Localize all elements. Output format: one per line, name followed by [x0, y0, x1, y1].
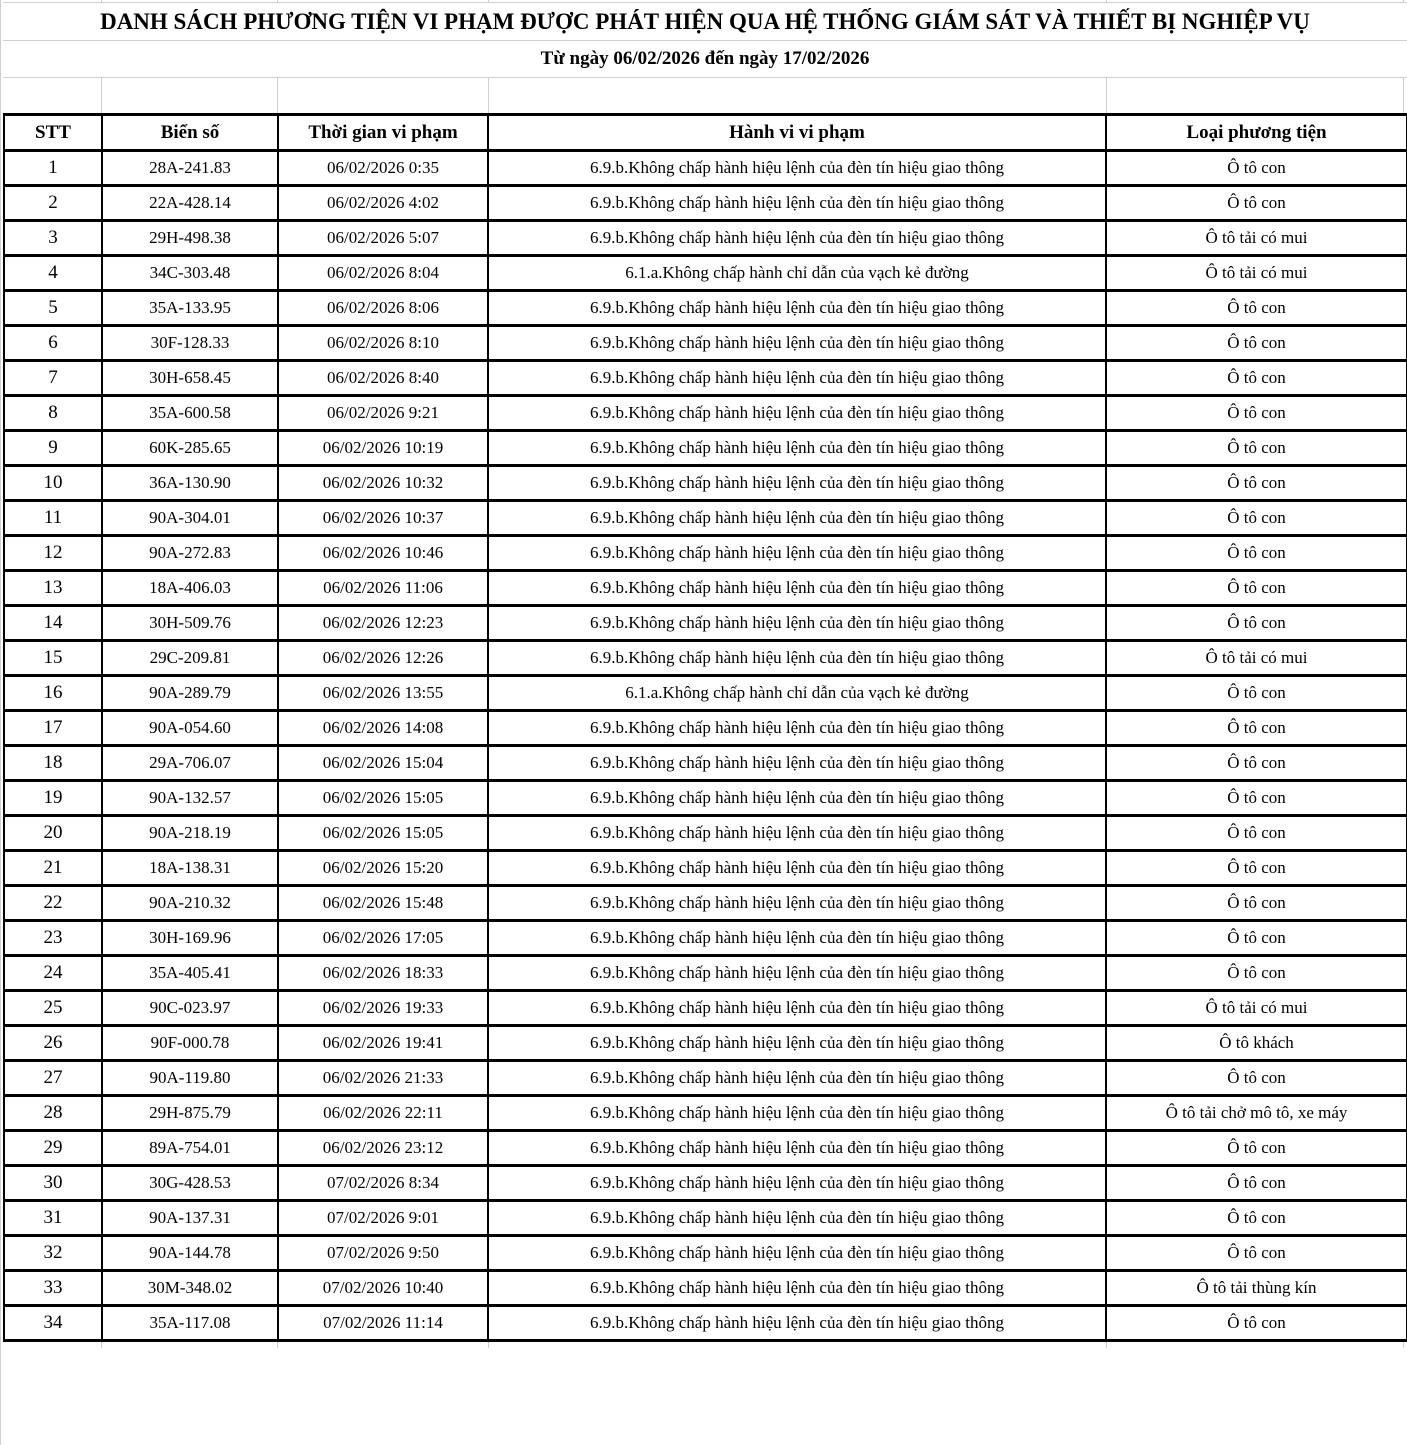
cell-vehicle: Ô tô tải chở mô tô, xe máy: [1106, 1096, 1407, 1131]
col-header-time: Thời gian vi phạm: [278, 115, 488, 151]
cell-plate: 29A-706.07: [102, 746, 278, 781]
cell-vehicle: Ô tô con: [1106, 466, 1407, 501]
cell-vehicle: Ô tô con: [1106, 431, 1407, 466]
cell-violation: 6.9.b.Không chấp hành hiệu lệnh của đèn tín hiệu giao thông: [488, 151, 1106, 186]
cell-violation: 6.9.b.Không chấp hành hiệu lệnh của đèn tín hiệu giao thông: [488, 816, 1106, 851]
cell-plate: 28A-241.83: [102, 151, 278, 186]
cell-violation: 6.9.b.Không chấp hành hiệu lệnh của đèn tín hiệu giao thông: [488, 361, 1106, 396]
cell-stt: 19: [4, 781, 102, 816]
cell-vehicle: Ô tô con: [1106, 501, 1407, 536]
table-row: [4, 256, 1407, 291]
cell-time: 07/02/2026 9:50: [278, 1236, 488, 1271]
cell-vehicle: Ô tô con: [1106, 676, 1407, 711]
cell-plate: 18A-406.03: [102, 571, 278, 606]
table-row: [4, 466, 1407, 501]
cell-vehicle: Ô tô con: [1106, 1306, 1407, 1341]
table-row: [4, 956, 1407, 991]
cell-violation: 6.9.b.Không chấp hành hiệu lệnh của đèn tín hiệu giao thông: [488, 326, 1106, 361]
cell-time: 07/02/2026 10:40: [278, 1271, 488, 1306]
cell-violation: 6.9.b.Không chấp hành hiệu lệnh của đèn tín hiệu giao thông: [488, 921, 1106, 956]
cell-time: 06/02/2026 18:33: [278, 956, 488, 991]
cell-violation: 6.9.b.Không chấp hành hiệu lệnh của đèn tín hiệu giao thông: [488, 571, 1106, 606]
cell-violation: 6.9.b.Không chấp hành hiệu lệnh của đèn tín hiệu giao thông: [488, 396, 1106, 431]
cell-time: 06/02/2026 8:04: [278, 256, 488, 291]
cell-plate: 90A-132.57: [102, 781, 278, 816]
cell-violation: 6.9.b.Không chấp hành hiệu lệnh của đèn tín hiệu giao thông: [488, 991, 1106, 1026]
cell-time: 06/02/2026 23:12: [278, 1131, 488, 1166]
cell-violation: 6.1.a.Không chấp hành chỉ dẫn của vạch kẻ đường: [488, 676, 1106, 711]
cell-plate: 30H-169.96: [102, 921, 278, 956]
cell-time: 06/02/2026 0:35: [278, 151, 488, 186]
cell-stt: 9: [4, 431, 102, 466]
cell-vehicle: Ô tô tải thùng kín: [1106, 1271, 1407, 1306]
table-row: [4, 571, 1407, 606]
cell-violation: 6.9.b.Không chấp hành hiệu lệnh của đèn tín hiệu giao thông: [488, 1096, 1106, 1131]
cell-plate: 90A-137.31: [102, 1201, 278, 1236]
cell-time: 06/02/2026 19:41: [278, 1026, 488, 1061]
cell-time: 06/02/2026 15:04: [278, 746, 488, 781]
cell-stt: 3: [4, 221, 102, 256]
header-row: [4, 115, 1407, 151]
cell-time: 06/02/2026 8:10: [278, 326, 488, 361]
table-row: [4, 1271, 1407, 1306]
cell-stt: 32: [4, 1236, 102, 1271]
cell-stt: 18: [4, 746, 102, 781]
cell-time: 06/02/2026 10:32: [278, 466, 488, 501]
table-row: [4, 711, 1407, 746]
cell-stt: 16: [4, 676, 102, 711]
table-row: [4, 641, 1407, 676]
cell-stt: 21: [4, 851, 102, 886]
violations-table: [3, 113, 1407, 1342]
cell-vehicle: Ô tô con: [1106, 1061, 1407, 1096]
table-row: [4, 1026, 1407, 1061]
cell-time: 06/02/2026 12:26: [278, 641, 488, 676]
cell-vehicle: Ô tô tải có mui: [1106, 256, 1407, 291]
cell-plate: 29C-209.81: [102, 641, 278, 676]
cell-stt: 6: [4, 326, 102, 361]
table-row: [4, 921, 1407, 956]
cell-stt: 30: [4, 1166, 102, 1201]
cell-stt: 22: [4, 886, 102, 921]
cell-vehicle: Ô tô tải có mui: [1106, 641, 1407, 676]
cell-plate: 30F-128.33: [102, 326, 278, 361]
table-row: [4, 326, 1407, 361]
cell-stt: 17: [4, 711, 102, 746]
table-row: [4, 1236, 1407, 1271]
cell-time: 06/02/2026 21:33: [278, 1061, 488, 1096]
table-row: [4, 676, 1407, 711]
cell-time: 06/02/2026 14:08: [278, 711, 488, 746]
cell-stt: 8: [4, 396, 102, 431]
cell-vehicle: Ô tô con: [1106, 536, 1407, 571]
cell-violation: 6.9.b.Không chấp hành hiệu lệnh của đèn tín hiệu giao thông: [488, 1131, 1106, 1166]
cell-violation: 6.9.b.Không chấp hành hiệu lệnh của đèn tín hiệu giao thông: [488, 1271, 1106, 1306]
table-row: [4, 1061, 1407, 1096]
cell-plate: 89A-754.01: [102, 1131, 278, 1166]
cell-plate: 90A-289.79: [102, 676, 278, 711]
cell-stt: 31: [4, 1201, 102, 1236]
cell-vehicle: Ô tô con: [1106, 851, 1407, 886]
gridline-row-bottom: [3, 1342, 1407, 1348]
cell-stt: 28: [4, 1096, 102, 1131]
cell-stt: 15: [4, 641, 102, 676]
cell-plate: 18A-138.31: [102, 851, 278, 886]
cell-plate: 90A-210.32: [102, 886, 278, 921]
cell-violation: 6.9.b.Không chấp hành hiệu lệnh của đèn tín hiệu giao thông: [488, 1061, 1106, 1096]
cell-violation: 6.9.b.Không chấp hành hiệu lệnh của đèn tín hiệu giao thông: [488, 186, 1106, 221]
cell-violation: 6.9.b.Không chấp hành hiệu lệnh của đèn tín hiệu giao thông: [488, 1201, 1106, 1236]
cell-time: 06/02/2026 15:48: [278, 886, 488, 921]
cell-plate: 30H-658.45: [102, 361, 278, 396]
cell-stt: 7: [4, 361, 102, 396]
cell-stt: 24: [4, 956, 102, 991]
cell-stt: 13: [4, 571, 102, 606]
cell-vehicle: Ô tô con: [1106, 361, 1407, 396]
table-row: [4, 851, 1407, 886]
table-row: [4, 151, 1407, 186]
cell-vehicle: Ô tô tải có mui: [1106, 991, 1407, 1026]
cell-time: 06/02/2026 15:05: [278, 816, 488, 851]
cell-stt: 11: [4, 501, 102, 536]
col-header-vehicle: Loại phương tiện: [1106, 115, 1407, 151]
cell-violation: 6.9.b.Không chấp hành hiệu lệnh của đèn tín hiệu giao thông: [488, 1236, 1106, 1271]
violations-tbody: [4, 151, 1407, 1341]
table-row: [4, 186, 1407, 221]
cell-violation: 6.9.b.Không chấp hành hiệu lệnh của đèn tín hiệu giao thông: [488, 536, 1106, 571]
cell-stt: 29: [4, 1131, 102, 1166]
cell-time: 06/02/2026 10:37: [278, 501, 488, 536]
cell-plate: 35A-117.08: [102, 1306, 278, 1341]
cell-time: 07/02/2026 8:34: [278, 1166, 488, 1201]
cell-time: 06/02/2026 5:07: [278, 221, 488, 256]
cell-vehicle: Ô tô khách: [1106, 1026, 1407, 1061]
cell-violation: 6.9.b.Không chấp hành hiệu lệnh của đèn tín hiệu giao thông: [488, 466, 1106, 501]
cell-plate: 30H-509.76: [102, 606, 278, 641]
table-row: [4, 1166, 1407, 1201]
cell-stt: 10: [4, 466, 102, 501]
cell-stt: 27: [4, 1061, 102, 1096]
cell-stt: 14: [4, 606, 102, 641]
cell-violation: 6.9.b.Không chấp hành hiệu lệnh của đèn tín hiệu giao thông: [488, 1166, 1106, 1201]
cell-vehicle: Ô tô con: [1106, 606, 1407, 641]
cell-plate: 90A-272.83: [102, 536, 278, 571]
cell-plate: 34C-303.48: [102, 256, 278, 291]
cell-stt: 1: [4, 151, 102, 186]
cell-plate: 35A-405.41: [102, 956, 278, 991]
table-row: [4, 221, 1407, 256]
cell-vehicle: Ô tô con: [1106, 326, 1407, 361]
cell-plate: 22A-428.14: [102, 186, 278, 221]
cell-violation: 6.9.b.Không chấp hành hiệu lệnh của đèn tín hiệu giao thông: [488, 746, 1106, 781]
cell-vehicle: Ô tô con: [1106, 816, 1407, 851]
cell-stt: 12: [4, 536, 102, 571]
cell-plate: 35A-133.95: [102, 291, 278, 326]
table-row: [4, 781, 1407, 816]
table-row: [4, 1131, 1407, 1166]
table-row: [4, 396, 1407, 431]
cell-time: 06/02/2026 10:19: [278, 431, 488, 466]
table-row: [4, 291, 1407, 326]
cell-time: 06/02/2026 9:21: [278, 396, 488, 431]
cell-stt: 33: [4, 1271, 102, 1306]
cell-vehicle: Ô tô con: [1106, 571, 1407, 606]
table-row: [4, 536, 1407, 571]
cell-violation: 6.9.b.Không chấp hành hiệu lệnh của đèn tín hiệu giao thông: [488, 501, 1106, 536]
cell-stt: 25: [4, 991, 102, 1026]
cell-vehicle: Ô tô con: [1106, 711, 1407, 746]
cell-vehicle: Ô tô con: [1106, 921, 1407, 956]
cell-violation: 6.9.b.Không chấp hành hiệu lệnh của đèn tín hiệu giao thông: [488, 886, 1106, 921]
cell-violation: 6.9.b.Không chấp hành hiệu lệnh của đèn tín hiệu giao thông: [488, 711, 1106, 746]
cell-plate: 90F-000.78: [102, 1026, 278, 1061]
cell-violation: 6.9.b.Không chấp hành hiệu lệnh của đèn tín hiệu giao thông: [488, 641, 1106, 676]
cell-plate: 30G-428.53: [102, 1166, 278, 1201]
table-row: [4, 361, 1407, 396]
cell-violation: 6.9.b.Không chấp hành hiệu lệnh của đèn tín hiệu giao thông: [488, 851, 1106, 886]
cell-time: 06/02/2026 8:06: [278, 291, 488, 326]
cell-vehicle: Ô tô con: [1106, 1131, 1407, 1166]
table-row: [4, 816, 1407, 851]
cell-time: 06/02/2026 4:02: [278, 186, 488, 221]
cell-time: 06/02/2026 8:40: [278, 361, 488, 396]
cell-plate: 29H-498.38: [102, 221, 278, 256]
table-row: [4, 1096, 1407, 1131]
col-header-plate: Biển số: [102, 115, 278, 151]
cell-vehicle: Ô tô tải có mui: [1106, 221, 1407, 256]
table-row: [4, 886, 1407, 921]
col-header-violation: Hành vi vi phạm: [488, 115, 1106, 151]
gridline-row-top: [3, 0, 1407, 2]
gridline-row-spacer: [3, 78, 1407, 113]
cell-stt: 4: [4, 256, 102, 291]
cell-plate: 90C-023.97: [102, 991, 278, 1026]
cell-time: 06/02/2026 15:05: [278, 781, 488, 816]
cell-stt: 5: [4, 291, 102, 326]
page-title: DANH SÁCH PHƯƠNG TIỆN VI PHẠM ĐƯỢC PHÁT HIỆN QUA HỆ THỐNG GIÁM SÁT VÀ THIẾT BỊ NGHIỆP VỤ: [3, 2, 1407, 40]
cell-vehicle: Ô tô con: [1106, 291, 1407, 326]
cell-vehicle: Ô tô con: [1106, 781, 1407, 816]
cell-violation: 6.9.b.Không chấp hành hiệu lệnh của đèn tín hiệu giao thông: [488, 291, 1106, 326]
cell-time: 06/02/2026 22:11: [278, 1096, 488, 1131]
cell-time: 07/02/2026 9:01: [278, 1201, 488, 1236]
table-row: [4, 1306, 1407, 1341]
cell-violation: 6.9.b.Không chấp hành hiệu lệnh của đèn tín hiệu giao thông: [488, 781, 1106, 816]
cell-plate: 90A-304.01: [102, 501, 278, 536]
cell-stt: 26: [4, 1026, 102, 1061]
cell-vehicle: Ô tô con: [1106, 1201, 1407, 1236]
date-range-subtitle: Từ ngày 06/02/2026 đến ngày 17/02/2026: [3, 40, 1407, 78]
cell-violation: 6.9.b.Không chấp hành hiệu lệnh của đèn tín hiệu giao thông: [488, 606, 1106, 641]
cell-time: 06/02/2026 17:05: [278, 921, 488, 956]
cell-time: 06/02/2026 13:55: [278, 676, 488, 711]
cell-plate: 29H-875.79: [102, 1096, 278, 1131]
cell-stt: 20: [4, 816, 102, 851]
cell-stt: 2: [4, 186, 102, 221]
table-row: [4, 1201, 1407, 1236]
cell-plate: 30M-348.02: [102, 1271, 278, 1306]
cell-violation: 6.9.b.Không chấp hành hiệu lệnh của đèn tín hiệu giao thông: [488, 221, 1106, 256]
cell-plate: 35A-600.58: [102, 396, 278, 431]
cell-plate: 36A-130.90: [102, 466, 278, 501]
cell-vehicle: Ô tô con: [1106, 746, 1407, 781]
cell-time: 06/02/2026 10:46: [278, 536, 488, 571]
table-row: [4, 431, 1407, 466]
cell-violation: 6.9.b.Không chấp hành hiệu lệnh của đèn tín hiệu giao thông: [488, 431, 1106, 466]
cell-vehicle: Ô tô con: [1106, 886, 1407, 921]
cell-vehicle: Ô tô con: [1106, 396, 1407, 431]
table-row: [4, 991, 1407, 1026]
cell-violation: 6.9.b.Không chấp hành hiệu lệnh của đèn tín hiệu giao thông: [488, 1306, 1106, 1341]
cell-vehicle: Ô tô con: [1106, 956, 1407, 991]
cell-vehicle: Ô tô con: [1106, 1236, 1407, 1271]
cell-violation: 6.1.a.Không chấp hành chỉ dẫn của vạch kẻ đường: [488, 256, 1106, 291]
cell-time: 07/02/2026 11:14: [278, 1306, 488, 1341]
cell-stt: 34: [4, 1306, 102, 1341]
cell-plate: 60K-285.65: [102, 431, 278, 466]
cell-vehicle: Ô tô con: [1106, 151, 1407, 186]
cell-time: 06/02/2026 19:33: [278, 991, 488, 1026]
cell-stt: 23: [4, 921, 102, 956]
cell-plate: 90A-144.78: [102, 1236, 278, 1271]
cell-vehicle: Ô tô con: [1106, 186, 1407, 221]
table-row: [4, 746, 1407, 781]
cell-plate: 90A-119.80: [102, 1061, 278, 1096]
cell-vehicle: Ô tô con: [1106, 1166, 1407, 1201]
cell-time: 06/02/2026 15:20: [278, 851, 488, 886]
cell-violation: 6.9.b.Không chấp hành hiệu lệnh của đèn tín hiệu giao thông: [488, 956, 1106, 991]
cell-time: 06/02/2026 12:23: [278, 606, 488, 641]
table-row: [4, 501, 1407, 536]
cell-plate: 90A-054.60: [102, 711, 278, 746]
cell-time: 06/02/2026 11:06: [278, 571, 488, 606]
col-header-stt: STT: [4, 115, 102, 151]
cell-violation: 6.9.b.Không chấp hành hiệu lệnh của đèn tín hiệu giao thông: [488, 1026, 1106, 1061]
cell-plate: 90A-218.19: [102, 816, 278, 851]
table-row: [4, 606, 1407, 641]
